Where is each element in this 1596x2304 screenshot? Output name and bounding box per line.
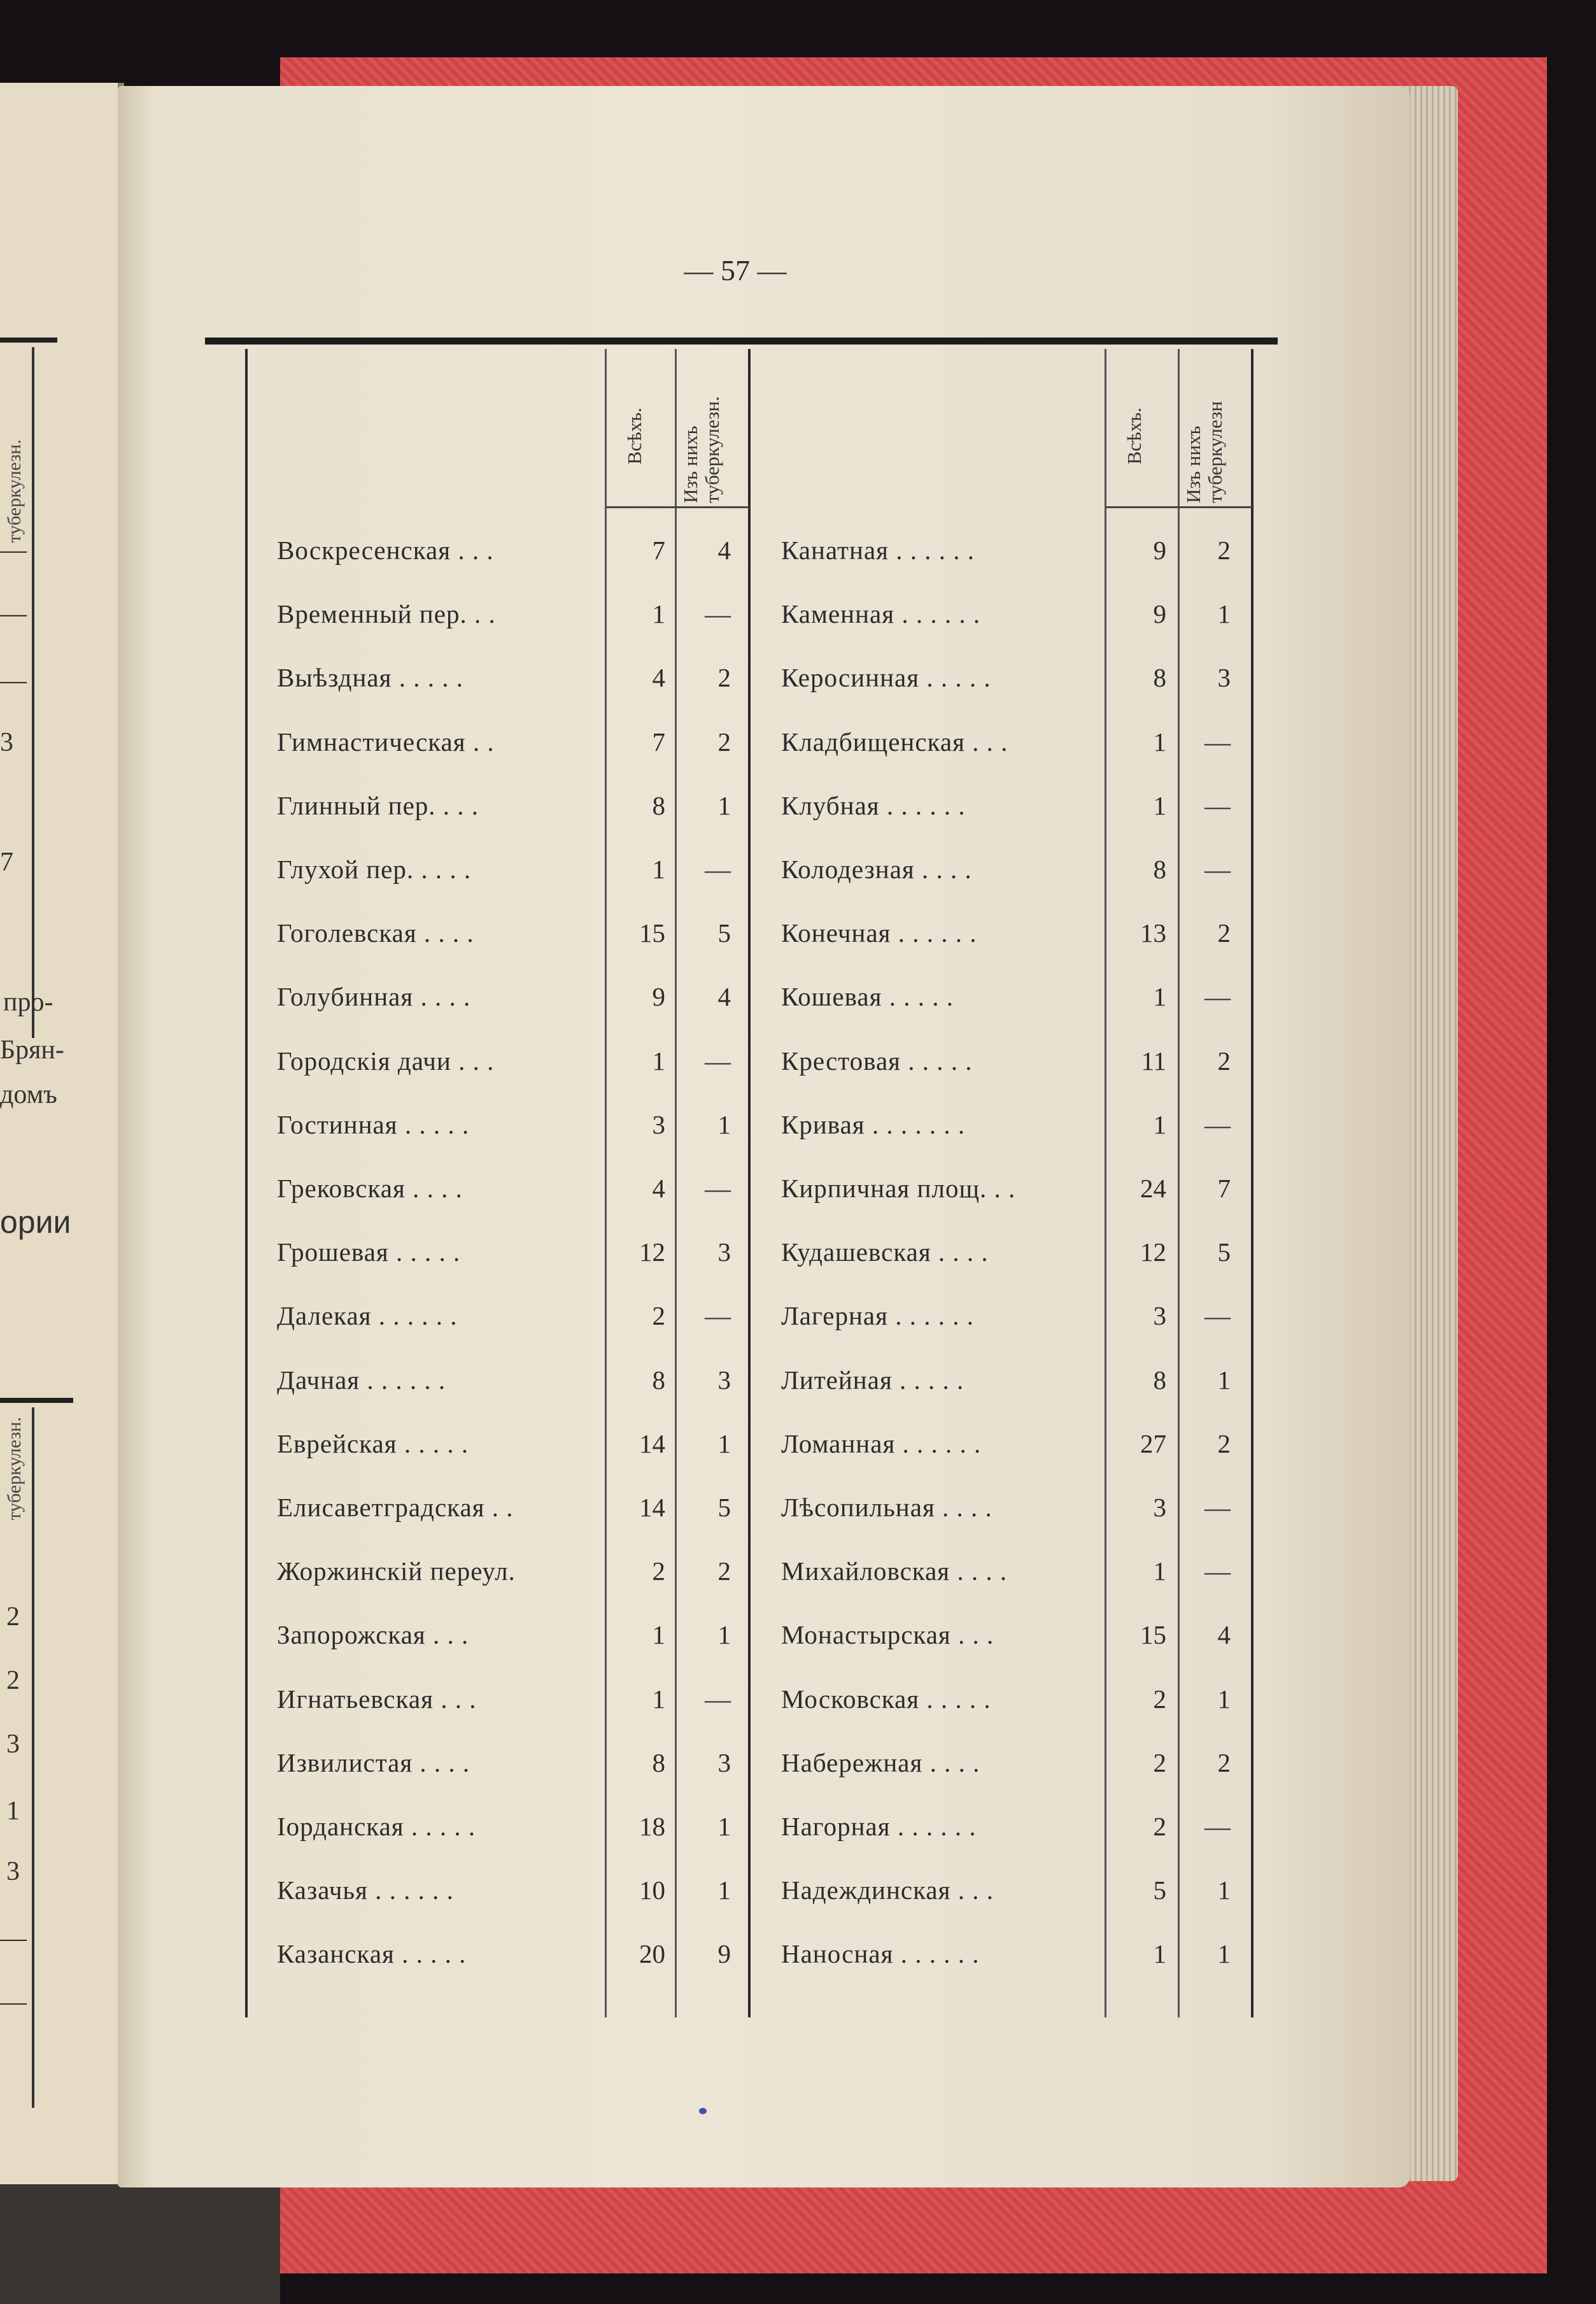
- street-name: Колодезная . . . .: [781, 855, 972, 884]
- left-num: 3: [6, 1730, 20, 1759]
- tuberculous-count: 7: [1217, 1174, 1231, 1203]
- total-count: 8: [652, 1748, 665, 1777]
- left-num: —: [0, 599, 27, 629]
- left-num: 3: [0, 728, 13, 757]
- street-name: Жоржинскій переул.: [277, 1556, 516, 1586]
- tuberculous-count: —: [1204, 1110, 1231, 1139]
- header-rule: [606, 506, 749, 508]
- total-count: 1: [1153, 1939, 1166, 1968]
- street-name: Глинный пер. . . .: [277, 791, 479, 820]
- total-count: 18: [639, 1812, 665, 1841]
- total-count: 8: [652, 791, 665, 820]
- street-name: Монастырская . . .: [781, 1620, 994, 1649]
- left-num: —: [0, 536, 27, 565]
- tuberculous-count: 2: [1217, 1046, 1231, 1076]
- total-count: 13: [1140, 918, 1166, 948]
- total-count: 1: [652, 1684, 665, 1714]
- tuberculous-count: 1: [1217, 1939, 1231, 1968]
- total-count: 11: [1141, 1046, 1166, 1076]
- total-count: 1: [652, 599, 665, 629]
- tuberculous-count: 4: [717, 982, 731, 1011]
- street-name: Еврейская . . . . .: [277, 1429, 469, 1458]
- street-name: Конечная . . . . . .: [781, 918, 977, 948]
- tuberculous-count: 5: [1217, 1237, 1231, 1267]
- total-count: 8: [1153, 663, 1166, 692]
- total-count: 1: [1153, 791, 1166, 820]
- total-count: 2: [1153, 1748, 1166, 1777]
- street-name: Іорданская . . . . .: [277, 1812, 476, 1841]
- total-count: 3: [1153, 1493, 1166, 1522]
- street-name: Грошевая . . . . .: [277, 1237, 461, 1267]
- total-count: 8: [652, 1365, 665, 1395]
- street-name: Наносная . . . . . .: [781, 1939, 980, 1968]
- table-right-border: [1251, 349, 1253, 2017]
- total-count: 24: [1140, 1174, 1166, 1203]
- ink-dot: [699, 2108, 707, 2114]
- left-num: 2: [6, 1602, 20, 1632]
- total-count: 1: [1153, 982, 1166, 1011]
- street-name: Дачная . . . . . .: [277, 1365, 446, 1395]
- table-middle-border: [748, 349, 751, 2017]
- table-left-border: [245, 349, 248, 2017]
- tuberculous-count: 3: [717, 1748, 731, 1777]
- total-count: 10: [639, 1875, 665, 1905]
- street-name: Воскресенская . . .: [277, 536, 494, 565]
- street-name: Московская . . . . .: [781, 1684, 991, 1714]
- header-rule: [1106, 506, 1252, 508]
- left-num: 7: [0, 848, 13, 877]
- tuberculous-count: 1: [1217, 1684, 1231, 1714]
- tuberculous-count: 3: [717, 1365, 731, 1395]
- total-count: 2: [652, 1301, 665, 1330]
- tuberculous-count: —: [705, 855, 731, 884]
- street-name: Кривая . . . . . . .: [781, 1110, 966, 1139]
- page-number: — 57 —: [684, 254, 787, 287]
- street-name: Временный пер. . .: [277, 599, 496, 629]
- tuberculous-count: 3: [717, 1237, 731, 1267]
- left-col-head: туберкулезн.: [4, 439, 25, 543]
- tuberculous-count: —: [705, 1301, 731, 1330]
- street-name: Нагорная . . . . . .: [781, 1812, 977, 1841]
- total-count: 9: [1153, 599, 1166, 629]
- tuberculous-count: 1: [717, 791, 731, 820]
- total-count: 1: [1153, 1110, 1166, 1139]
- tuberculous-count: 1: [717, 1812, 731, 1841]
- total-count: 7: [652, 536, 665, 565]
- header-total-left: Всѣхъ.: [623, 408, 646, 465]
- total-count: 2: [652, 1556, 665, 1586]
- street-name: Керосинная . . . . .: [781, 663, 991, 692]
- total-count: 8: [1153, 855, 1166, 884]
- street-name: Канатная . . . . . .: [781, 536, 975, 565]
- street-name: Кудашевская . . . .: [781, 1237, 989, 1267]
- header-tb-right: Изъ нихъ туберкулезн: [1182, 401, 1226, 503]
- street-name: Клубная . . . . . .: [781, 791, 966, 820]
- total-count: 14: [639, 1493, 665, 1522]
- tuberculous-count: 2: [1217, 536, 1231, 565]
- tuberculous-count: —: [1204, 791, 1231, 820]
- total-count: 7: [652, 727, 665, 757]
- total-count: 3: [1153, 1301, 1166, 1330]
- street-name: Набережная . . . .: [781, 1748, 980, 1777]
- tuberculous-count: —: [705, 599, 731, 629]
- col-divider: [605, 349, 607, 2017]
- tuberculous-count: 1: [717, 1110, 731, 1139]
- street-name: Далекая . . . . . .: [277, 1301, 458, 1330]
- tuberculous-count: —: [1204, 1812, 1231, 1841]
- total-count: 15: [639, 918, 665, 948]
- street-name: Кирпичная площ. . .: [781, 1174, 1016, 1203]
- total-count: 14: [639, 1429, 665, 1458]
- street-name: Кладбищенская . . .: [781, 727, 1008, 757]
- total-count: 1: [652, 855, 665, 884]
- tuberculous-count: 1: [1217, 1365, 1231, 1395]
- street-name: Лагерная . . . . . .: [781, 1301, 974, 1330]
- tuberculous-count: —: [1204, 1556, 1231, 1586]
- tuberculous-count: 4: [717, 536, 731, 565]
- tuberculous-count: 1: [717, 1620, 731, 1649]
- street-name: Извилистая . . . .: [277, 1748, 470, 1777]
- tuberculous-count: —: [705, 1174, 731, 1203]
- tuberculous-count: —: [705, 1046, 731, 1076]
- street-name: Голубинная . . . .: [277, 982, 471, 1011]
- street-name: Выѣздная . . . . .: [277, 663, 463, 692]
- tuberculous-count: 4: [1217, 1620, 1231, 1649]
- left-num: —: [0, 1924, 27, 1953]
- street-name: Елисаветградская . .: [277, 1493, 514, 1522]
- street-name: Ломанная . . . . . .: [781, 1429, 982, 1458]
- street-name: Казачья . . . . . .: [277, 1875, 454, 1905]
- street-name: Гоголевская . . . .: [277, 918, 474, 948]
- total-count: 1: [1153, 727, 1166, 757]
- left-col-head: туберкулезн.: [4, 1417, 25, 1521]
- left-num: —: [0, 1988, 27, 2017]
- left-word: домъ: [0, 1080, 57, 1109]
- total-count: 8: [1153, 1365, 1166, 1395]
- tuberculous-count: —: [1204, 727, 1231, 757]
- total-count: 2: [1153, 1812, 1166, 1841]
- left-word: про-: [3, 988, 53, 1017]
- tuberculous-count: —: [1204, 1493, 1231, 1522]
- tuberculous-count: 1: [1217, 599, 1231, 629]
- total-count: 3: [652, 1110, 665, 1139]
- left-num: 2: [6, 1666, 20, 1695]
- header-tb-left: Изъ нихъ туберкулезн.: [679, 396, 723, 503]
- street-name: Гостинная . . . . .: [277, 1110, 470, 1139]
- tuberculous-count: 2: [1217, 1429, 1231, 1458]
- left-num: 3: [6, 1857, 20, 1886]
- tuberculous-count: 3: [1217, 663, 1231, 692]
- tuberculous-count: 2: [1217, 1748, 1231, 1777]
- street-name: Надеждинская . . .: [781, 1875, 994, 1905]
- street-name: Литейная . . . . .: [781, 1365, 964, 1395]
- left-word: Брян-: [0, 1035, 64, 1065]
- street-name: Грековская . . . .: [277, 1174, 463, 1203]
- col-divider: [1178, 349, 1180, 2017]
- street-name: Глухой пер. . . . .: [277, 855, 472, 884]
- total-count: 4: [652, 663, 665, 692]
- left-page-fragment: [0, 83, 124, 2184]
- street-name: Гимнастическая . .: [277, 727, 495, 757]
- tuberculous-count: —: [1204, 855, 1231, 884]
- street-name: Каменная . . . . . .: [781, 599, 981, 629]
- tuberculous-count: 2: [1217, 918, 1231, 948]
- col-divider: [675, 349, 677, 2017]
- left-page-vline: [32, 1407, 34, 2108]
- col-divider: [1105, 349, 1106, 2017]
- tuberculous-count: 9: [717, 1939, 731, 1968]
- tuberculous-count: 5: [717, 918, 731, 948]
- header-total-right: Всѣхъ.: [1123, 408, 1145, 465]
- street-name: Городскія дачи . . .: [277, 1046, 495, 1076]
- tuberculous-count: 2: [717, 1556, 731, 1586]
- tuberculous-count: —: [705, 1684, 731, 1714]
- street-name: Запорожская . . .: [277, 1620, 469, 1649]
- total-count: 9: [652, 982, 665, 1011]
- tuberculous-count: 1: [717, 1429, 731, 1458]
- street-name: Крестовая . . . . .: [781, 1046, 973, 1076]
- total-count: 5: [1153, 1875, 1166, 1905]
- total-count: 12: [639, 1237, 665, 1267]
- tuberculous-count: 1: [717, 1875, 731, 1905]
- left-page-rule: [0, 338, 57, 343]
- street-name: Игнатьевская . . .: [277, 1684, 477, 1714]
- left-num: —: [0, 666, 27, 695]
- left-page-vline: [32, 347, 34, 1038]
- table-top-rule: [205, 338, 1278, 345]
- tuberculous-count: —: [1204, 1301, 1231, 1330]
- total-count: 1: [1153, 1556, 1166, 1586]
- street-name: Михайловская . . . .: [781, 1556, 1008, 1586]
- total-count: 9: [1153, 536, 1166, 565]
- left-sans-word: ории: [0, 1204, 71, 1240]
- total-count: 4: [652, 1174, 665, 1203]
- total-count: 15: [1140, 1620, 1166, 1649]
- total-count: 1: [652, 1046, 665, 1076]
- street-name: Казанская . . . . .: [277, 1939, 467, 1968]
- left-num: 1: [6, 1796, 20, 1826]
- street-name: Кошевая . . . . .: [781, 982, 954, 1011]
- tuberculous-count: 2: [717, 663, 731, 692]
- total-count: 12: [1140, 1237, 1166, 1267]
- tuberculous-count: —: [1204, 982, 1231, 1011]
- tuberculous-count: 5: [717, 1493, 731, 1522]
- tuberculous-count: 2: [717, 727, 731, 757]
- left-page-rule: [0, 1398, 73, 1403]
- total-count: 27: [1140, 1429, 1166, 1458]
- total-count: 2: [1153, 1684, 1166, 1714]
- street-name: Лѣсопильная . . . .: [781, 1493, 992, 1522]
- total-count: 20: [639, 1939, 665, 1968]
- tuberculous-count: 1: [1217, 1875, 1231, 1905]
- total-count: 1: [652, 1620, 665, 1649]
